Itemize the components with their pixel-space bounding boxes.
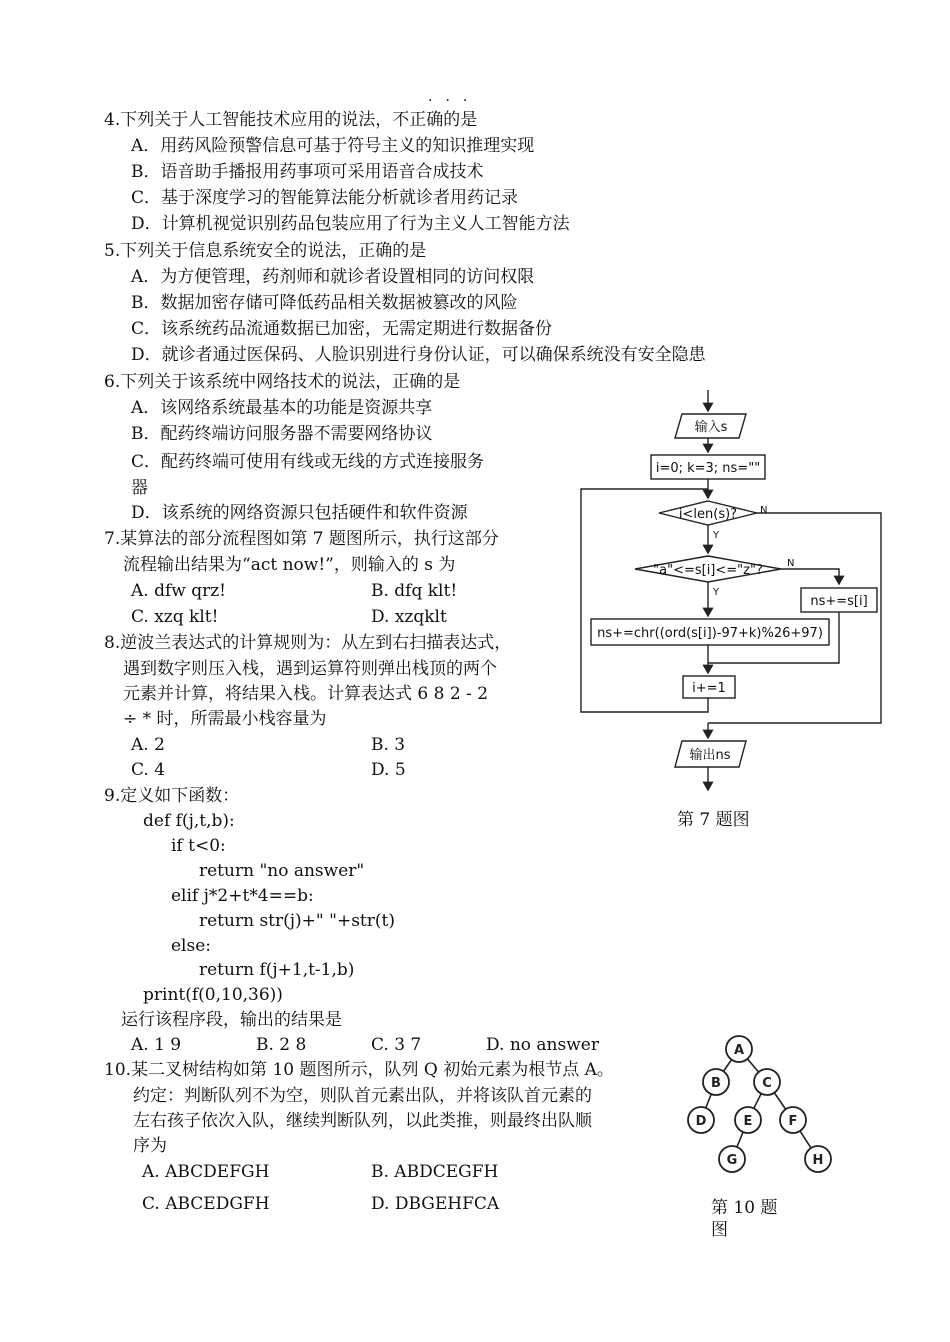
q4-option-a: A．用药风险预警信息可基于符号主义的知识推理实现 bbox=[131, 136, 535, 156]
q6-option-c: C．配药终端可使用有线或无线的方式连接服务 bbox=[131, 452, 485, 472]
q4-option-c: C．基于深度学习的智能算法能分析就诊者用药记录 bbox=[131, 188, 519, 208]
q7-stem: 7.某算法的部分流程图如第 7 题图所示，执行这部分 bbox=[104, 529, 499, 549]
binary-tree-q10 bbox=[680, 1030, 840, 1180]
flowchart-caption: 第 7 题图 bbox=[677, 810, 750, 830]
q9-code-line: elif j*2+t*4==b: bbox=[171, 886, 314, 906]
tree-node-e bbox=[735, 1107, 761, 1133]
q6-option-d: D．该系统的网络资源只包括硬件和软件资源 bbox=[131, 503, 468, 523]
emphasis-dots: ··· bbox=[428, 93, 481, 109]
flowchart-letter-condition-text: "a"<=s[i]<="z"? bbox=[653, 563, 763, 578]
q5-stem: 5.下列关于信息系统安全的说法，正确的是 bbox=[104, 241, 427, 261]
q10-stem-line4: 序为 bbox=[133, 1136, 167, 1156]
q9-stem: 9.定义如下函数： bbox=[104, 786, 240, 806]
q9-code-line: return "no answer" bbox=[199, 861, 365, 881]
svg-text:A: A bbox=[733, 1043, 745, 1058]
q9-code-line: if t<0: bbox=[171, 836, 226, 856]
flowchart-no-label: N bbox=[787, 558, 795, 569]
svg-text:C: C bbox=[762, 1076, 772, 1091]
flowchart-output-text: 输出ns bbox=[689, 748, 731, 763]
flowchart-loop-condition-text: i<len(s)? bbox=[678, 507, 738, 522]
q4-stem: 4.下列关于人工智能技术应用的说法，不正确的是 bbox=[104, 110, 478, 130]
flowchart-yes-label: Y bbox=[713, 530, 720, 541]
q7-option-c: C. xzq klt! bbox=[131, 607, 219, 627]
q10-stem: 10.某二叉树结构如第 10 题图所示，队列 Q 初始元素为根节点 A。 bbox=[104, 1060, 614, 1080]
q5-option-d: D．就诊者通过医保码、人脸识别进行身份认证，可以确保系统没有安全隐患 bbox=[131, 345, 706, 365]
tree-node-c bbox=[754, 1069, 780, 1095]
flowchart-q7 bbox=[570, 380, 900, 800]
q9-code-line: return str(j)+" "+str(t) bbox=[199, 911, 395, 931]
flowchart-increment-text: i+=1 bbox=[692, 681, 726, 696]
q8-stem-line4: ÷ * 时，所需最小栈容量为 bbox=[123, 709, 327, 729]
tree-node-g bbox=[719, 1146, 745, 1172]
q6-option-b: B．配药终端访问服务器不需要网络协议 bbox=[131, 424, 433, 444]
q6-option-a: A．该网络系统最基本的功能是资源共享 bbox=[131, 398, 433, 418]
q10-option-a: A. ABCDEFGH bbox=[142, 1162, 270, 1182]
q5-option-a: A．为方便管理，药剂师和就诊者设置相同的访问权限 bbox=[131, 267, 535, 287]
tree-node-f bbox=[780, 1107, 806, 1133]
q7-option-d: D. xzqklt bbox=[371, 607, 447, 627]
q10-option-c: C. ABCEDGFH bbox=[142, 1194, 270, 1214]
q9-option-a: A. 1 9 bbox=[131, 1035, 182, 1055]
svg-text:D: D bbox=[695, 1114, 707, 1129]
tree-node-d bbox=[688, 1107, 714, 1133]
q8-stem-line3: 元素并计算，将结果入栈。计算表达式 6 8 2 - 2 bbox=[123, 684, 489, 704]
q9-code-line: return f(j+1,t-1,b) bbox=[199, 960, 355, 980]
tree-caption-line1: 第 10 题 bbox=[711, 1198, 778, 1218]
tree-caption-line2: 图 bbox=[711, 1220, 728, 1240]
q10-stem-line3: 左右孩子依次入队，继续判断队列，以此类推，则最终出队顺 bbox=[133, 1111, 592, 1131]
svg-text:H: H bbox=[812, 1153, 824, 1168]
q9-code-line: def f(j,t,b): bbox=[143, 811, 235, 831]
tree-node-a bbox=[726, 1036, 752, 1062]
q5-option-b: B．数据加密存储可降低药品相关数据被篡改的风险 bbox=[131, 293, 518, 313]
q4-option-b: B．语音助手播报用药事项可采用语音合成技术 bbox=[131, 162, 484, 182]
q7-stem-line2: 流程输出结果为“act now!”，则输入的 s 为 bbox=[123, 555, 456, 575]
flowchart-yes-label: Y bbox=[713, 587, 720, 598]
q10-option-d: D. DBGEHFCA bbox=[371, 1194, 500, 1214]
tree-caption bbox=[711, 1197, 807, 1240]
svg-text:G: G bbox=[726, 1153, 738, 1168]
q9-option-c: C. 3 7 bbox=[371, 1035, 422, 1055]
q7-option-b: B. dfq klt! bbox=[371, 581, 458, 601]
q8-option-c: C. 4 bbox=[131, 760, 166, 780]
tree-node-b bbox=[703, 1069, 729, 1095]
q5-option-c: C．该系统药品流通数据已加密，无需定期进行数据备份 bbox=[131, 319, 553, 339]
q9-code-line: else: bbox=[171, 936, 212, 956]
svg-text:B: B bbox=[711, 1076, 721, 1091]
svg-text:F: F bbox=[788, 1114, 798, 1129]
flowchart-no-label: N bbox=[760, 505, 768, 516]
flowchart-shift-text: ns+=chr((ord(s[i])-97+k)%26+97) bbox=[597, 626, 823, 641]
q9-code-line: print(f(0,10,36)) bbox=[143, 985, 283, 1005]
q8-stem: 8.逆波兰表达式的计算规则为：从左到右扫描表达式， bbox=[104, 633, 512, 653]
q6-stem: 6.下列关于该系统中网络技术的说法，正确的是 bbox=[104, 372, 461, 392]
svg-text:E: E bbox=[743, 1114, 753, 1129]
q10-option-b: B. ABDCEGFH bbox=[371, 1162, 499, 1182]
flowchart-else-text: ns+=s[i] bbox=[810, 594, 868, 609]
q9-option-b: B. 2 8 bbox=[256, 1035, 307, 1055]
q10-stem-line2: 约定：判断队列不为空，则队首元素出队，并将该队首元素的 bbox=[133, 1086, 592, 1106]
q9-option-d: D. no answer bbox=[486, 1035, 599, 1055]
q7-option-a: A. dfw qrz! bbox=[131, 581, 227, 601]
q6-option-c-wrap: 器 bbox=[131, 478, 148, 498]
q8-option-d: D. 5 bbox=[371, 760, 406, 780]
q9-prompt: 运行该程序段，输出的结果是 bbox=[121, 1010, 342, 1030]
flowchart-init-text: i=0; k=3; ns="" bbox=[655, 461, 761, 476]
q8-stem-line2: 遇到数字则压入栈，遇到运算符则弹出栈顶的两个 bbox=[123, 659, 497, 679]
q4-option-d: D．计算机视觉识别药品包装应用了行为主义人工智能方法 bbox=[131, 214, 570, 234]
flowchart-input-text: 输入s bbox=[694, 420, 728, 435]
q8-option-b: B. 3 bbox=[371, 735, 406, 755]
q8-option-a: A. 2 bbox=[131, 735, 165, 755]
tree-node-h bbox=[805, 1146, 831, 1172]
